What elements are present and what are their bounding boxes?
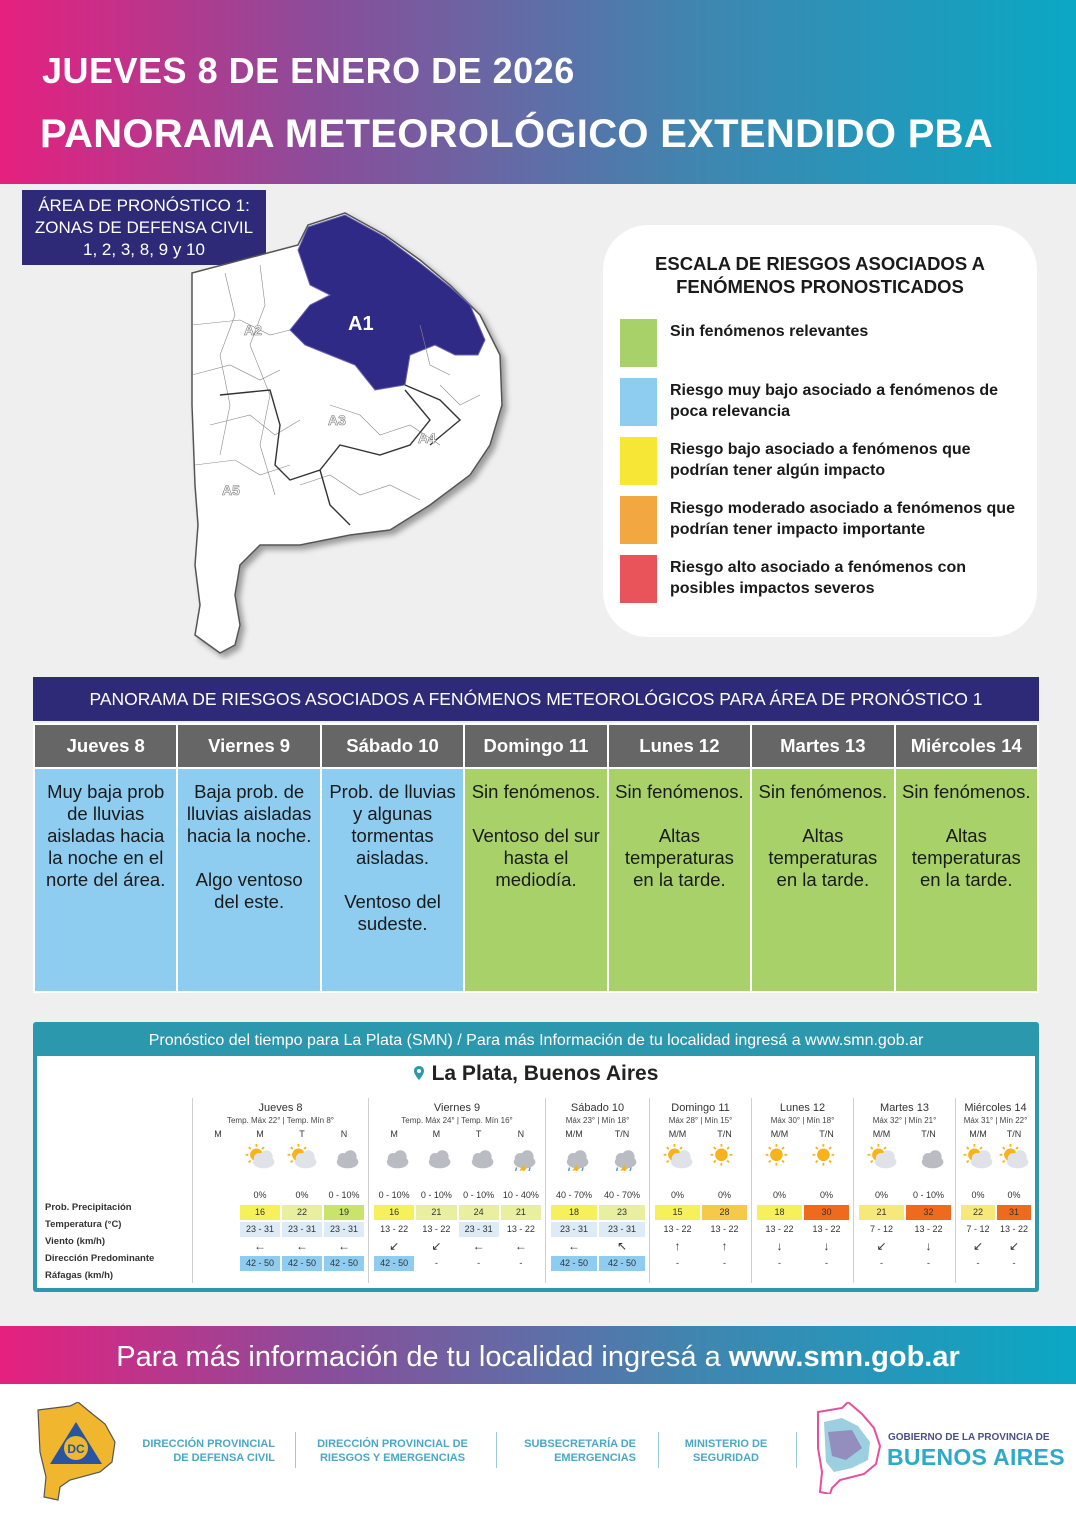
legend-item [620, 496, 1030, 544]
org-riesgos [310, 1437, 475, 1465]
smn-gust-cell: - [477, 1258, 481, 1268]
smn-slot-label: T/N [1006, 1129, 1022, 1139]
footer-banner [0, 1326, 1076, 1384]
smn-precip-cell: 0% [819, 1190, 833, 1200]
panorama-day-forecast: Sin fenómenos. Altas temperaturas en la tarde. [751, 768, 894, 992]
weather-sun-cloud-icon [660, 1144, 696, 1171]
smn-slot-label: T [475, 1129, 482, 1139]
smn-slot-label: M [214, 1129, 222, 1139]
smn-city [37, 1062, 1035, 1086]
area-label-line2: ZONAS DE DEFENSA CIVIL [34, 218, 254, 237]
smn-temp-cell [198, 1205, 238, 1220]
smn-gust-cell: 42 - 50 [551, 1256, 597, 1271]
legend-text: Riesgo bajo asociado a fenómenos que podrían tener algún impacto [670, 441, 971, 479]
smn-slot-label: M/M [969, 1129, 987, 1139]
panorama-day-header: Viernes 9 [177, 724, 320, 768]
panorama-day-header: Lunes 12 [608, 724, 751, 768]
smn-day-name: Miércoles 14 [964, 1102, 1027, 1114]
smn-day-column [955, 1098, 1035, 1283]
smn-day-temps: Máx 23° | Mín 18° [565, 1116, 630, 1125]
smn-precip-cell: 0 - 10% [420, 1190, 452, 1200]
smn-dir-cell: ← [338, 1239, 350, 1253]
smn-wind-cell: 13 - 22 [914, 1224, 943, 1234]
smn-row-label: Viento (km/h) [45, 1236, 105, 1247]
smn-gust-cell: - [723, 1258, 726, 1268]
smn-slot-label: M [256, 1129, 264, 1139]
smn-city-name: La Plata, Buenos Aires [431, 1062, 659, 1085]
smn-wind-cell: 13 - 22 [812, 1224, 841, 1234]
smn-gust-cell: 42 - 50 [282, 1256, 322, 1271]
smn-temp-cell: 28 [702, 1205, 747, 1220]
org3-line1: SUBSECRETARÍA DE [524, 1438, 636, 1450]
smn-temp-cell: 23 [599, 1205, 645, 1220]
smn-row-label: Prob. Precipitación [45, 1202, 132, 1213]
panorama-day-header: Martes 13 [751, 724, 894, 768]
smn-gust-cell [198, 1256, 238, 1271]
smn-gust-cell: - [927, 1258, 930, 1268]
map-label-a2: A2 [244, 322, 262, 338]
smn-day-name: Viernes 9 [433, 1102, 481, 1114]
legend-item [620, 555, 1030, 603]
panorama-day-forecast: Sin fenómenos. Altas temperaturas en la tarde. [895, 768, 1038, 992]
smn-gust-cell: - [778, 1258, 781, 1268]
smn-wind-cell: 13 - 22 [506, 1224, 535, 1234]
smn-row-label: Ráfagas (km/h) [45, 1270, 114, 1281]
smn-wind-cell: 23 - 31 [240, 1222, 280, 1237]
footer-message: Para más información de tu localidad ingresá a [116, 1341, 729, 1373]
smn-slot-label: M [432, 1129, 441, 1139]
smn-day-column [368, 1098, 545, 1283]
page-title: PANORAMA METEOROLÓGICO EXTENDIDO PBA [40, 112, 994, 156]
divider [295, 1432, 296, 1468]
smn-forecast-table [37, 1098, 1035, 1288]
weather-sun-cloud-more-icon [284, 1144, 320, 1171]
org-subsecretaria [512, 1437, 636, 1465]
weather-storm-icon [604, 1144, 640, 1171]
smn-day-column [751, 1098, 853, 1283]
smn-wind-cell [198, 1222, 238, 1237]
map-label-a5: A5 [222, 482, 240, 498]
smn-wind-cell: 13 - 22 [380, 1224, 409, 1234]
smn-dir-cell: ← [296, 1239, 308, 1253]
weather-sun-cloud-icon [960, 1144, 996, 1171]
smn-slot-label: N [517, 1129, 525, 1139]
smn-slot-label: N [340, 1129, 348, 1139]
org3-line2: EMERGENCIAS [554, 1452, 636, 1464]
smn-precip-cell: 0% [295, 1190, 309, 1200]
smn-wind-cell: 23 - 31 [459, 1222, 499, 1237]
smn-wind-cell: 23 - 31 [599, 1222, 645, 1237]
smn-day-temps: Temp. Máx 24° | Temp. Mín 16° [401, 1116, 513, 1125]
smn-gust-cell: 42 - 50 [240, 1256, 280, 1271]
smn-day-temps: Máx 30° | Mín 18° [770, 1116, 835, 1125]
legend-text: Sin fenómenos relevantes [670, 323, 869, 340]
weather-sun-icon [707, 1144, 743, 1171]
smn-day-column [192, 1098, 368, 1283]
smn-day-name: Lunes 12 [779, 1102, 826, 1114]
smn-precip-cell: 0% [670, 1190, 684, 1200]
legend-text: Riesgo alto asociado a fenómenos con posibles impactos severos [670, 559, 967, 597]
smn-wind-cell: 7 - 12 [869, 1224, 893, 1234]
org4-line1: MINISTERIO DE [684, 1438, 768, 1450]
province-map [180, 205, 520, 660]
smn-slot-label: M/M [668, 1129, 687, 1139]
smn-temp-cell: 21 [859, 1205, 904, 1220]
panorama-day-header: Sábado 10 [321, 724, 464, 768]
weather-sun-icon [809, 1144, 845, 1171]
smn-slot-label: T/N [717, 1129, 732, 1139]
smn-day-temps: Temp. Máx 22° | Temp. Mín 8° [226, 1116, 335, 1125]
risk-panorama [33, 677, 1039, 993]
smn-row-label: Dirección Predominante [45, 1253, 155, 1264]
smn-precip-cell: 0% [772, 1190, 786, 1200]
panorama-day-forecast: Muy baja prob de lluvias aisladas hacia la noche en el norte del área. [34, 768, 177, 992]
smn-wind-cell: 7 - 12 [966, 1224, 990, 1234]
smn-dir-cell: ↑ [721, 1239, 728, 1253]
smn-wind-cell: 13 - 22 [765, 1224, 794, 1234]
map-label-a4: A4 [418, 430, 436, 446]
map-label-a3: A3 [328, 412, 346, 428]
area-label-line3: 1, 2, 3, 8, 9 y 10 [83, 240, 205, 259]
legend-item [620, 378, 1030, 426]
smn-day-column [853, 1098, 955, 1283]
smn-precip-cell: 10 - 40% [502, 1190, 539, 1200]
legend-title-line1: ESCALA DE RIESGOS ASOCIADOS A [655, 253, 985, 274]
smn-dir-cell: ← [514, 1239, 527, 1253]
legend-item [620, 437, 1030, 485]
smn-dir-cell: ← [472, 1239, 485, 1253]
smn-day-name: Martes 13 [880, 1102, 929, 1114]
weather-sun-cloud-icon [242, 1144, 278, 1171]
panorama-title: PANORAMA DE RIESGOS ASOCIADOS A FENÓMENOS METEOROLÓGICOS PARA ÁREA DE PRONÓSTICO 1 [33, 677, 1039, 721]
smn-wind-cell: 23 - 31 [282, 1222, 322, 1237]
panorama-day-header: Domingo 11 [464, 724, 607, 768]
smn-slot-label: T/N [921, 1129, 936, 1139]
footer-text [0, 1326, 1076, 1388]
divider [496, 1432, 497, 1468]
smn-day-column [545, 1098, 649, 1283]
smn-dir-cell: ↑ [674, 1239, 681, 1253]
smn-gust-cell: - [976, 1258, 980, 1268]
smn-gust-cell: 42 - 50 [599, 1256, 645, 1271]
area-label-line1: ÁREA DE PRONÓSTICO 1: [38, 196, 250, 215]
smn-wind-cell: 23 - 31 [324, 1222, 364, 1237]
panorama-day-header: Jueves 8 [34, 724, 177, 768]
legend-swatch [620, 437, 657, 485]
smn-dir-cell: ← [568, 1239, 580, 1253]
panorama-table [33, 723, 1039, 993]
weather-cloud-icon [418, 1144, 454, 1171]
smn-temp-cell: 21 [416, 1205, 456, 1220]
smn-temp-cell: 18 [757, 1205, 802, 1220]
smn-day-temps: Máx 31° | Mín 22° [963, 1116, 1028, 1125]
smn-precip-cell: 0% [1007, 1190, 1021, 1200]
legend-title [603, 252, 1037, 298]
smn-wind-cell: 13 - 22 [422, 1224, 451, 1234]
panorama-day-forecast: Sin fenómenos. Ventoso del sur hasta el mediodía. [464, 768, 607, 992]
weather-cloud-icon [461, 1144, 497, 1171]
smn-dir-cell: ↙ [876, 1239, 887, 1253]
smn-precip-cell: 0% [253, 1190, 267, 1200]
weather-cloud-icon [376, 1144, 412, 1171]
smn-temp-cell: 18 [551, 1205, 597, 1220]
smn-day-name: Sábado 10 [570, 1102, 625, 1114]
header-banner [0, 0, 1076, 184]
institution-logos [0, 1384, 1076, 1522]
weather-cloud-icon [911, 1144, 947, 1171]
org2-line1: DIRECCIÓN PROVINCIAL DE [317, 1438, 468, 1450]
smn-temp-cell: 16 [240, 1205, 280, 1220]
weather-sun-icon [762, 1144, 798, 1171]
smn-temp-cell: 19 [324, 1205, 364, 1220]
legend-text: Riesgo moderado asociado a fenómenos que podrían tener impacto importante [670, 500, 1015, 538]
org1-line2: DE DEFENSA CIVIL [173, 1452, 275, 1464]
smn-slot-label: M/M [872, 1129, 891, 1139]
smn-wind-cell: 13 - 22 [710, 1224, 739, 1234]
smn-temp-cell: 22 [282, 1205, 322, 1220]
org2-line2: RIESGOS Y EMERGENCIAS [319, 1452, 466, 1464]
smn-temp-cell: 30 [804, 1205, 849, 1220]
weather-sun-cloud-icon [996, 1144, 1032, 1171]
location-pin-icon [414, 1066, 424, 1080]
smn-gust-cell: - [519, 1258, 523, 1268]
panorama-day-forecast: Prob. de lluvias y algunas tormentas aisladas. Ventoso del sudeste. [321, 768, 464, 992]
org-ministerio [676, 1437, 776, 1465]
legend-title-line2: FENÓMENOS PRONOSTICADOS [676, 276, 964, 297]
dc-logo-text: DC [67, 1442, 85, 1456]
weather-storm-icon [556, 1144, 592, 1171]
panorama-day-header: Miércoles 14 [895, 724, 1038, 768]
smn-slot-label: T/N [819, 1129, 834, 1139]
buenos-aires-province-logo [812, 1402, 884, 1494]
smn-temp-cell: 32 [906, 1205, 951, 1220]
smn-precip-cell: 40 - 70% [555, 1190, 593, 1200]
smn-dir-cell: ↓ [776, 1239, 783, 1253]
legend-swatch [620, 319, 657, 367]
smn-dir-cell [198, 1239, 238, 1254]
smn-temp-cell: 15 [655, 1205, 700, 1220]
smn-forecast-panel [33, 1022, 1039, 1292]
smn-temp-cell: 22 [961, 1205, 995, 1220]
legend-swatch [620, 496, 657, 544]
smn-gust-cell: - [434, 1258, 438, 1268]
legend-item [620, 319, 1030, 367]
smn-precip-cell: 0 - 10% [912, 1190, 945, 1200]
smn-slot-label: M/M [770, 1129, 789, 1139]
smn-dir-cell: ↓ [925, 1239, 932, 1253]
smn-precip-cell: 0 - 10% [378, 1190, 410, 1200]
divider [658, 1432, 659, 1468]
smn-temp-cell: 24 [459, 1205, 499, 1220]
smn-wind-cell: 23 - 31 [551, 1222, 597, 1237]
smn-day-name: Jueves 8 [258, 1102, 303, 1114]
smn-dir-cell: ↙ [389, 1239, 400, 1253]
smn-row-label: Temperatura (°C) [45, 1219, 122, 1230]
smn-day-temps: Máx 32° | Mín 21° [872, 1116, 937, 1125]
smn-day-name: Domingo 11 [671, 1102, 730, 1114]
smn-slot-label: M [390, 1129, 398, 1139]
smn-temp-cell: 16 [374, 1205, 414, 1220]
smn-slot-label: T/N [614, 1129, 630, 1139]
weather-sun-cloud-icon [864, 1144, 900, 1171]
smn-title: Pronóstico del tiempo para La Plata (SMN) / Para más Información de tu localidad ingresá a www.smn.gob.ar [148, 1032, 924, 1049]
org-defensa-civil [130, 1437, 275, 1465]
report-date: JUEVES 8 DE ENERO DE 2026 [42, 50, 575, 91]
footer-link[interactable]: www.smn.gob.ar [728, 1341, 960, 1373]
smn-dir-cell: ↖ [616, 1239, 628, 1253]
smn-gust-cell: - [1012, 1258, 1016, 1268]
smn-gust-cell: - [825, 1258, 828, 1268]
smn-precip-cell: 0 - 10% [328, 1190, 360, 1200]
smn-forecast-box [37, 1056, 1035, 1288]
legend-swatch [620, 378, 657, 426]
divider [796, 1432, 797, 1468]
org4-line2: SEGURIDAD [692, 1452, 759, 1464]
smn-temp-cell: 31 [997, 1205, 1031, 1220]
smn-dir-cell: ↙ [972, 1239, 984, 1253]
smn-precip-cell [198, 1188, 238, 1203]
smn-wind-cell: 13 - 22 [663, 1224, 692, 1234]
weather-storm-icon [503, 1144, 539, 1171]
smn-dir-cell: ↙ [1008, 1239, 1020, 1253]
smn-dir-cell: ↙ [431, 1239, 442, 1253]
smn-precip-cell: 40 - 70% [603, 1190, 641, 1200]
smn-precip-cell: 0 - 10% [463, 1190, 495, 1200]
risk-scale-legend [603, 225, 1037, 637]
smn-gust-cell: - [676, 1258, 679, 1268]
smn-precip-cell: 0% [717, 1190, 731, 1200]
smn-wind-cell: 13 - 22 [999, 1224, 1029, 1234]
map-label-a1: A1 [348, 313, 374, 335]
panorama-day-forecast: Baja prob. de lluvias aisladas hacia la noche. Algo ventoso del este. [177, 768, 320, 992]
smn-day-column [649, 1098, 751, 1283]
gov-line1: GOBIERNO DE LA PROVINCIA DE [888, 1432, 1050, 1443]
smn-temp-cell: 21 [501, 1205, 541, 1220]
smn-precip-cell: 0% [971, 1190, 985, 1200]
smn-precip-cell: 0% [874, 1190, 888, 1200]
smn-slot-label: T [299, 1129, 305, 1139]
legend-text: Riesgo muy bajo asociado a fenómenos de poca relevancia [670, 382, 999, 420]
smn-dir-cell: ← [254, 1239, 266, 1253]
defensa-civil-logo [30, 1402, 122, 1502]
weather-cloud-icon [326, 1144, 362, 1171]
smn-gust-cell: 42 - 50 [324, 1256, 364, 1271]
org1-line1: DIRECCIÓN PROVINCIAL [142, 1438, 275, 1450]
panorama-day-forecast: Sin fenómenos. Altas temperaturas en la tarde. [608, 768, 751, 992]
gov-line2: BUENOS AIRES [887, 1444, 1065, 1470]
smn-gust-cell: 42 - 50 [374, 1256, 414, 1271]
legend-swatch [620, 555, 657, 603]
smn-slot-label: M/M [565, 1129, 583, 1139]
smn-gust-cell: - [880, 1258, 883, 1268]
smn-dir-cell: ↓ [823, 1239, 830, 1253]
smn-day-temps: Máx 28° | Mín 15° [668, 1116, 733, 1125]
